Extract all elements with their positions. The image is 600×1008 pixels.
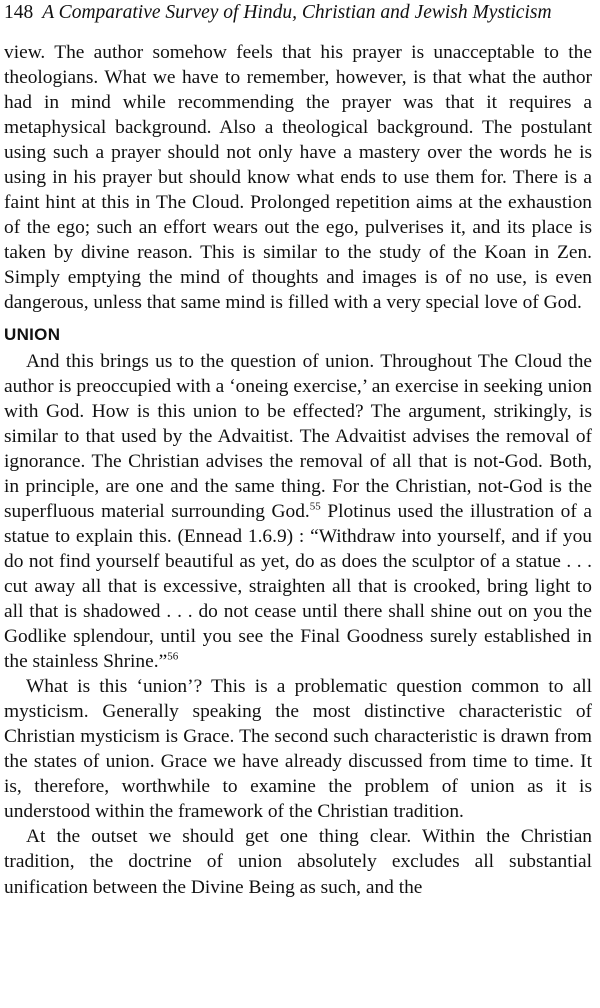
paragraph-outset: At the outset we should get one thing clear. Within the Christian tradition, the doctrine of union absolutely excludes all substantial unification between the Divine Being as such, and the: [4, 826, 592, 898]
page-number: 148: [4, 2, 34, 23]
paragraph-continued: view. The author somehow feels that his prayer is unacceptable to the theologians. What we have to remember, however, is that what the author had in mind while recommending the prayer was that it requires a metaphysical background. Also a theological background. The postulant using such a prayer should not only have a mastery over the words he is using in his prayer but should know what ends to use them for. There is a faint hint at this in The Cloud. Prolonged repetition aims at the exhaustion of the ego; such an effort wears out the ego, pulverises it, and its place is taken by divine reason. This is similar to the study of the Koan in Zen. Simply emptying the mind of thoughts and images is of no use, is even dangerous, unless that same mind is filled with a very special love of God.: [4, 42, 592, 314]
footnote-ref: 55: [309, 500, 321, 513]
section-heading: UNION: [4, 324, 61, 344]
running-header: [4, 0, 592, 40]
running-title: A Comparative Survey of Hindu, Christian and Jewish Mysticism: [42, 2, 552, 23]
paragraph-text: And this brings us to the question of union. Throughout The Cloud the author is preoccupied with a ‘oneing exercise,’ an exercise in seeking union with God. How is this union to be effected? The argument, strikingly, is similar to that used by the Advaitist. The Advaitist advises the removal of ignorance. The Christian advises the removal of all that is not-God. Both, in principle, are one and the same thing. For the Christian, not-God is the superfluous material surrounding God.: [4, 350, 592, 522]
paragraph-what-is-union: What is this ‘union’? This is a problematic question common to all mysticism. Generally speaking the most distinctive characteristic of Christian mysticism is Grace. The second such characteristic is drawn from the states of union. Grace we have already discussed from time to time. It is, therefore, worthwhile to examine the problem of union as it is understood within the framework of the Christian tradition.: [4, 676, 592, 823]
footnote-ref: 56: [167, 650, 179, 663]
paragraph-union-intro: [4, 349, 592, 675]
body-text: [4, 40, 592, 900]
paragraph-text: Plotinus used the illustration of a statue to explain this. (Ennead 1.6.9) : “Withdraw into yourself, and if you do not find yourself beautiful as yet, do as does the sculptor of a statue . . . cut away all that is excessive, straighten all that is crooked, bring light to all that is shadowed . . . do not cease until there shall shine out on you the Godlike splendour, until you see the Final Goodness surely established in the stainless Shrine.”: [4, 500, 592, 673]
